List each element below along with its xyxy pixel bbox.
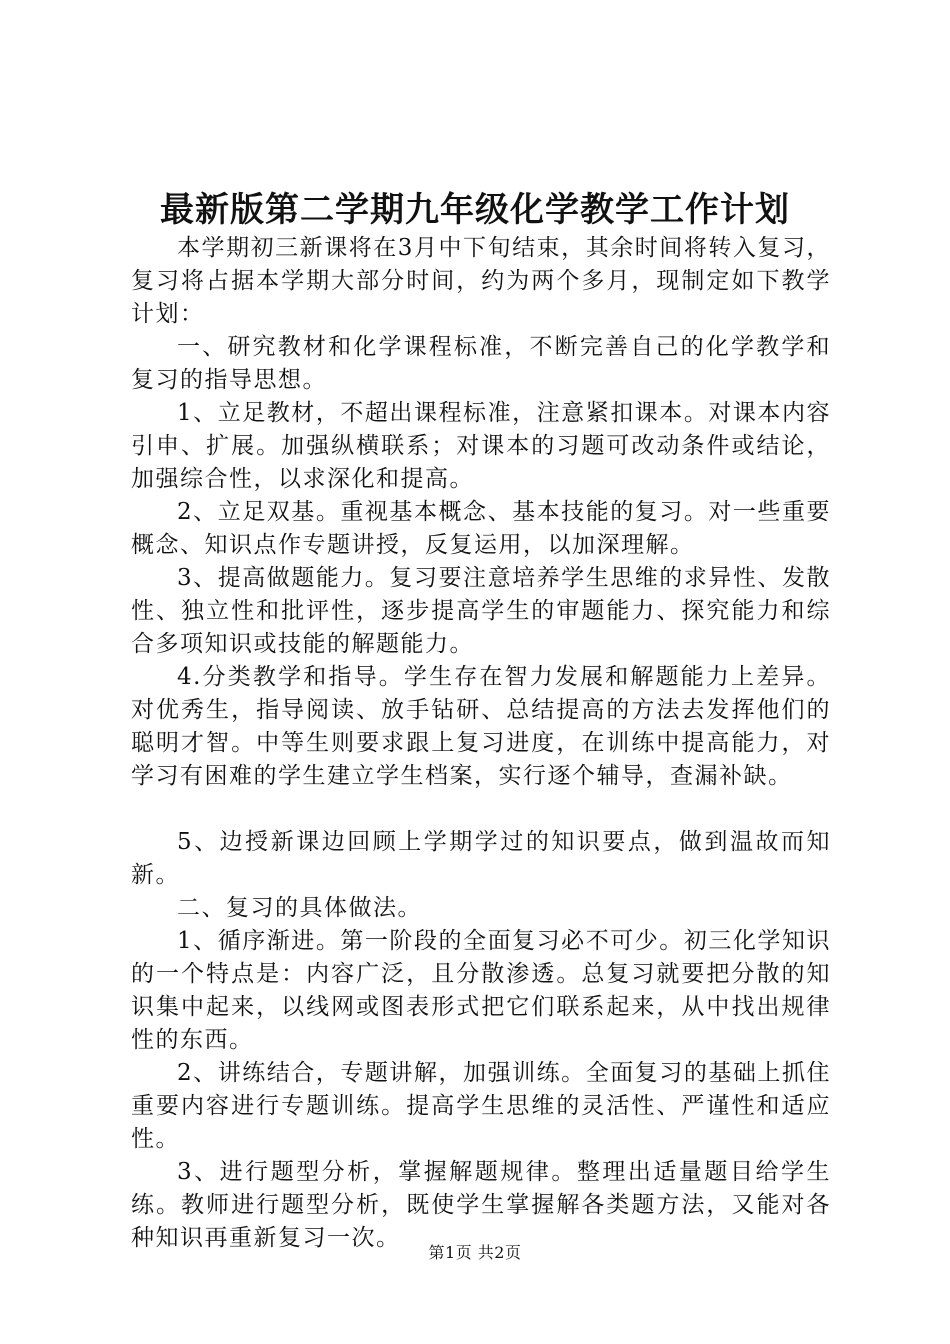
- paragraph-section-1-heading: 一、研究教材和化学课程标准，不断完善自己的化学教学和复习的指导思想。: [131, 334, 831, 393]
- paragraph-section-1-item-4: 4.分类教学和指导。学生存在智力发展和解题能力上差异。对优秀生，指导阅读、放手钻研、总结提高的方法去发挥他们的聪明才智。中等生则要求跟上复习进度，在训练中提高能力，对学习有困难的学生建立学生档案，实行逐个辅导，查漏补缺。: [131, 664, 831, 789]
- document-body: [131, 232, 831, 1255]
- paragraph-section-2-item-1: 1、循序渐进。第一阶段的全面复习必不可少。初三化学知识的一个特点是：内容广泛，且分散渗透。总复习就要把分散的知识集中起来，以线网或图表形式把它们联系起来，从中找出规律性的东西。: [131, 928, 831, 1053]
- paragraph-section-2-item-3: 3、进行题型分析，掌握解题规律。整理出适量题目给学生练。教师进行题型分析，既使学生掌握解各类题方法，又能对各种知识再重新复习一次。: [131, 1159, 831, 1251]
- page-number-footer: 第1页 共2页: [428, 1243, 522, 1262]
- paragraph-section-2-item-2: 2、讲练结合，专题讲解，加强训练。全面复习的基础上抓住重要内容进行专题训练。提高学生思维的灵活性、严谨性和适应性。: [131, 1060, 831, 1152]
- paragraph-intro: 本学期初三新课将在3月中下旬结束，其余时间将转入复习，复习将占据本学期大部分时间，约为两个多月，现制定如下教学计划：: [131, 235, 831, 327]
- paragraph-section-2-heading: 二、复习的具体做法。: [177, 895, 422, 921]
- paragraph-section-1-item-1: 1、立足教材，不超出课程标准，注意紧扣课本。对课本内容引申、扩展。加强纵横联系；对课本的习题可改动条件或结论，加强综合性，以求深化和提高。: [131, 400, 831, 492]
- paragraph-section-1-item-3: 3、提高做题能力。复习要注意培养学生思维的求异性、发散性、独立性和批评性，逐步提高学生的审题能力、探究能力和综合多项知识或技能的解题能力。: [131, 565, 831, 657]
- paragraph-section-1-item-2: 2、立足双基。重视基本概念、基本技能的复习。对一些重要概念、知识点作专题讲授，反复运用，以加深理解。: [131, 499, 831, 558]
- paragraph-section-1-item-5: 5、边授新课边回顾上学期学过的知识要点，做到温故而知新。: [131, 829, 831, 888]
- document-title: 最新版第二学期九年级化学教学工作计划: [160, 190, 790, 230]
